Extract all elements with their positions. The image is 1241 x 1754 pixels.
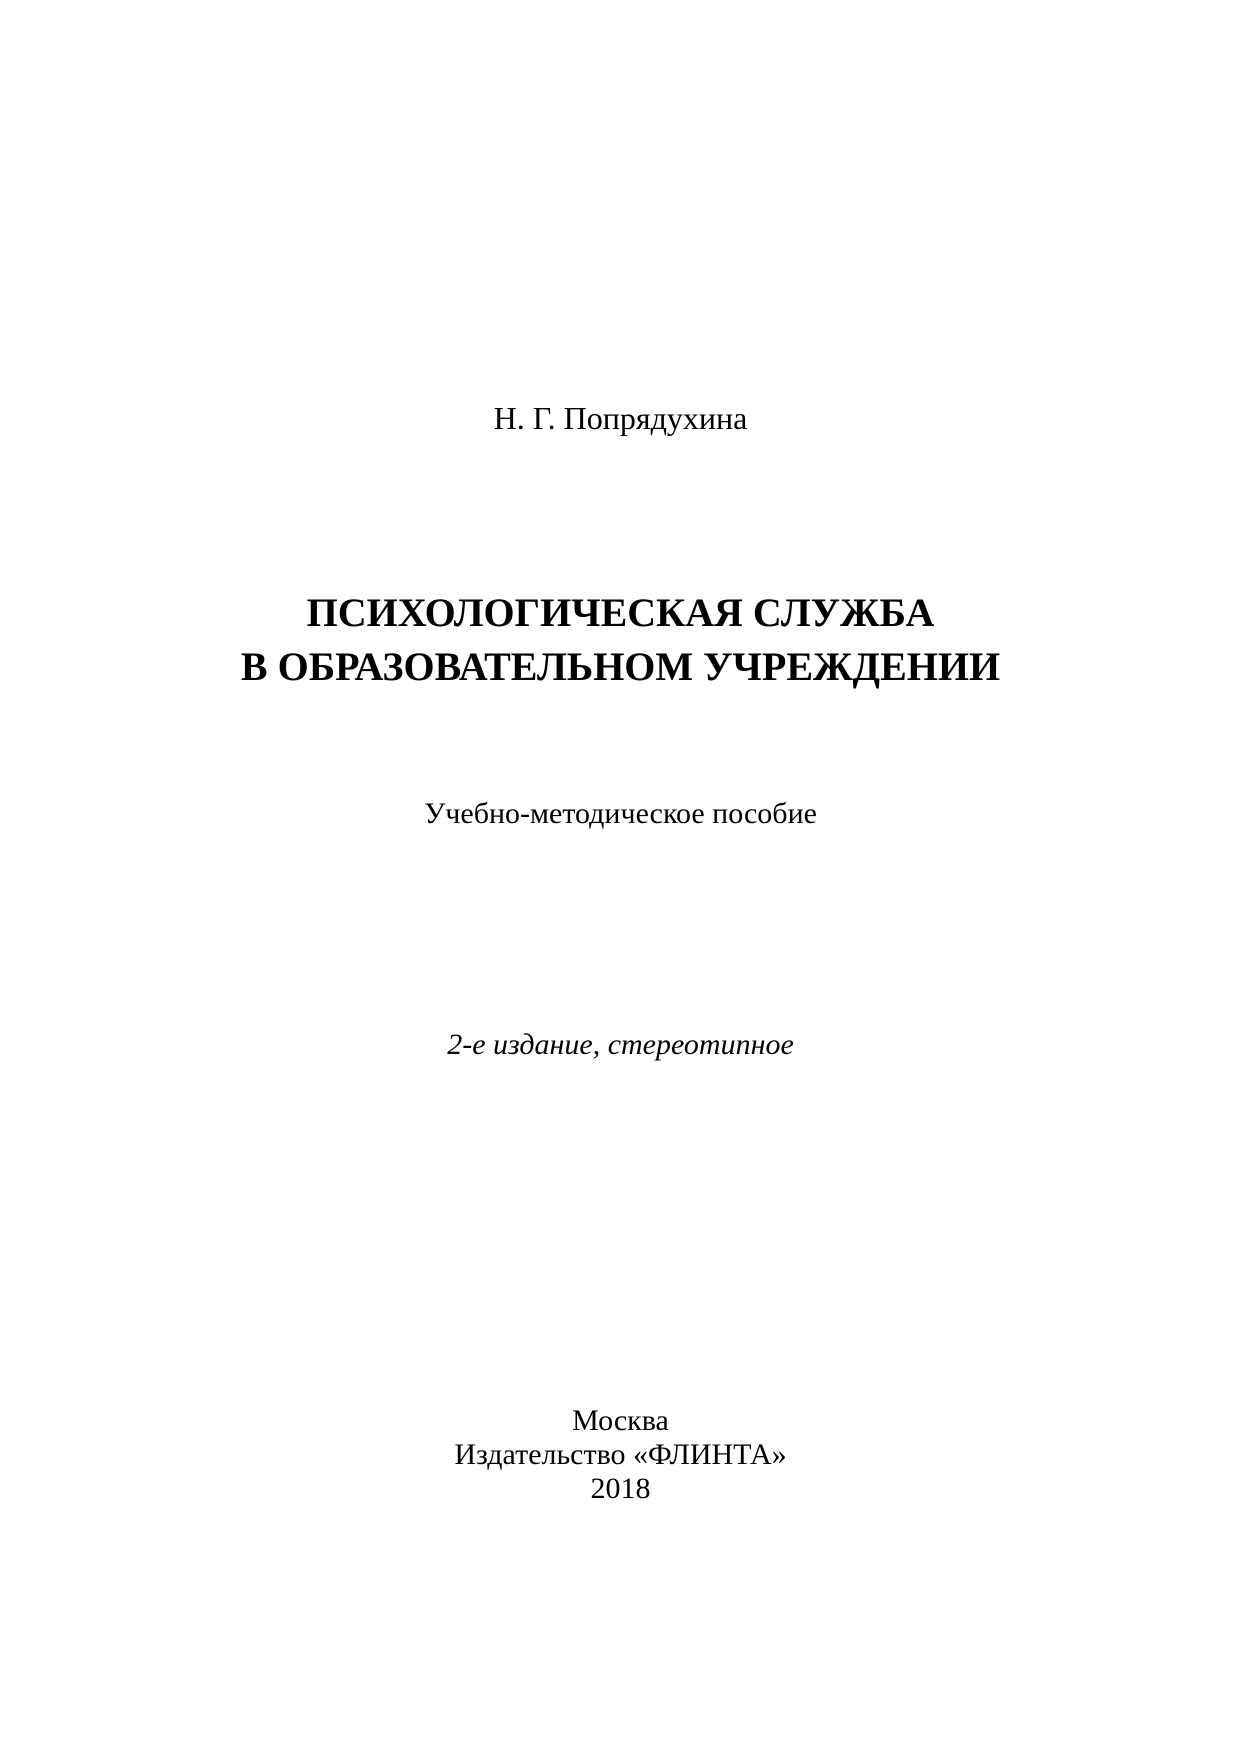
book-subtitle: Учебно-методическое пособие — [424, 797, 817, 830]
edition-note: 2-е издание, стереотипное — [447, 1028, 794, 1061]
book-title-line-1: ПСИХОЛОГИЧЕСКАЯ СЛУЖБА — [306, 590, 935, 635]
imprint-publisher: Издательство «ФЛИНТА» — [454, 1438, 787, 1471]
author-name: Н. Г. Попрядухина — [493, 400, 748, 436]
book-title-line-2: В ОБРАЗОВАТЕЛЬНОМ УЧРЕЖДЕНИИ — [240, 644, 1001, 689]
imprint-city: Москва — [572, 1404, 669, 1437]
imprint-year: 2018 — [590, 1472, 651, 1505]
